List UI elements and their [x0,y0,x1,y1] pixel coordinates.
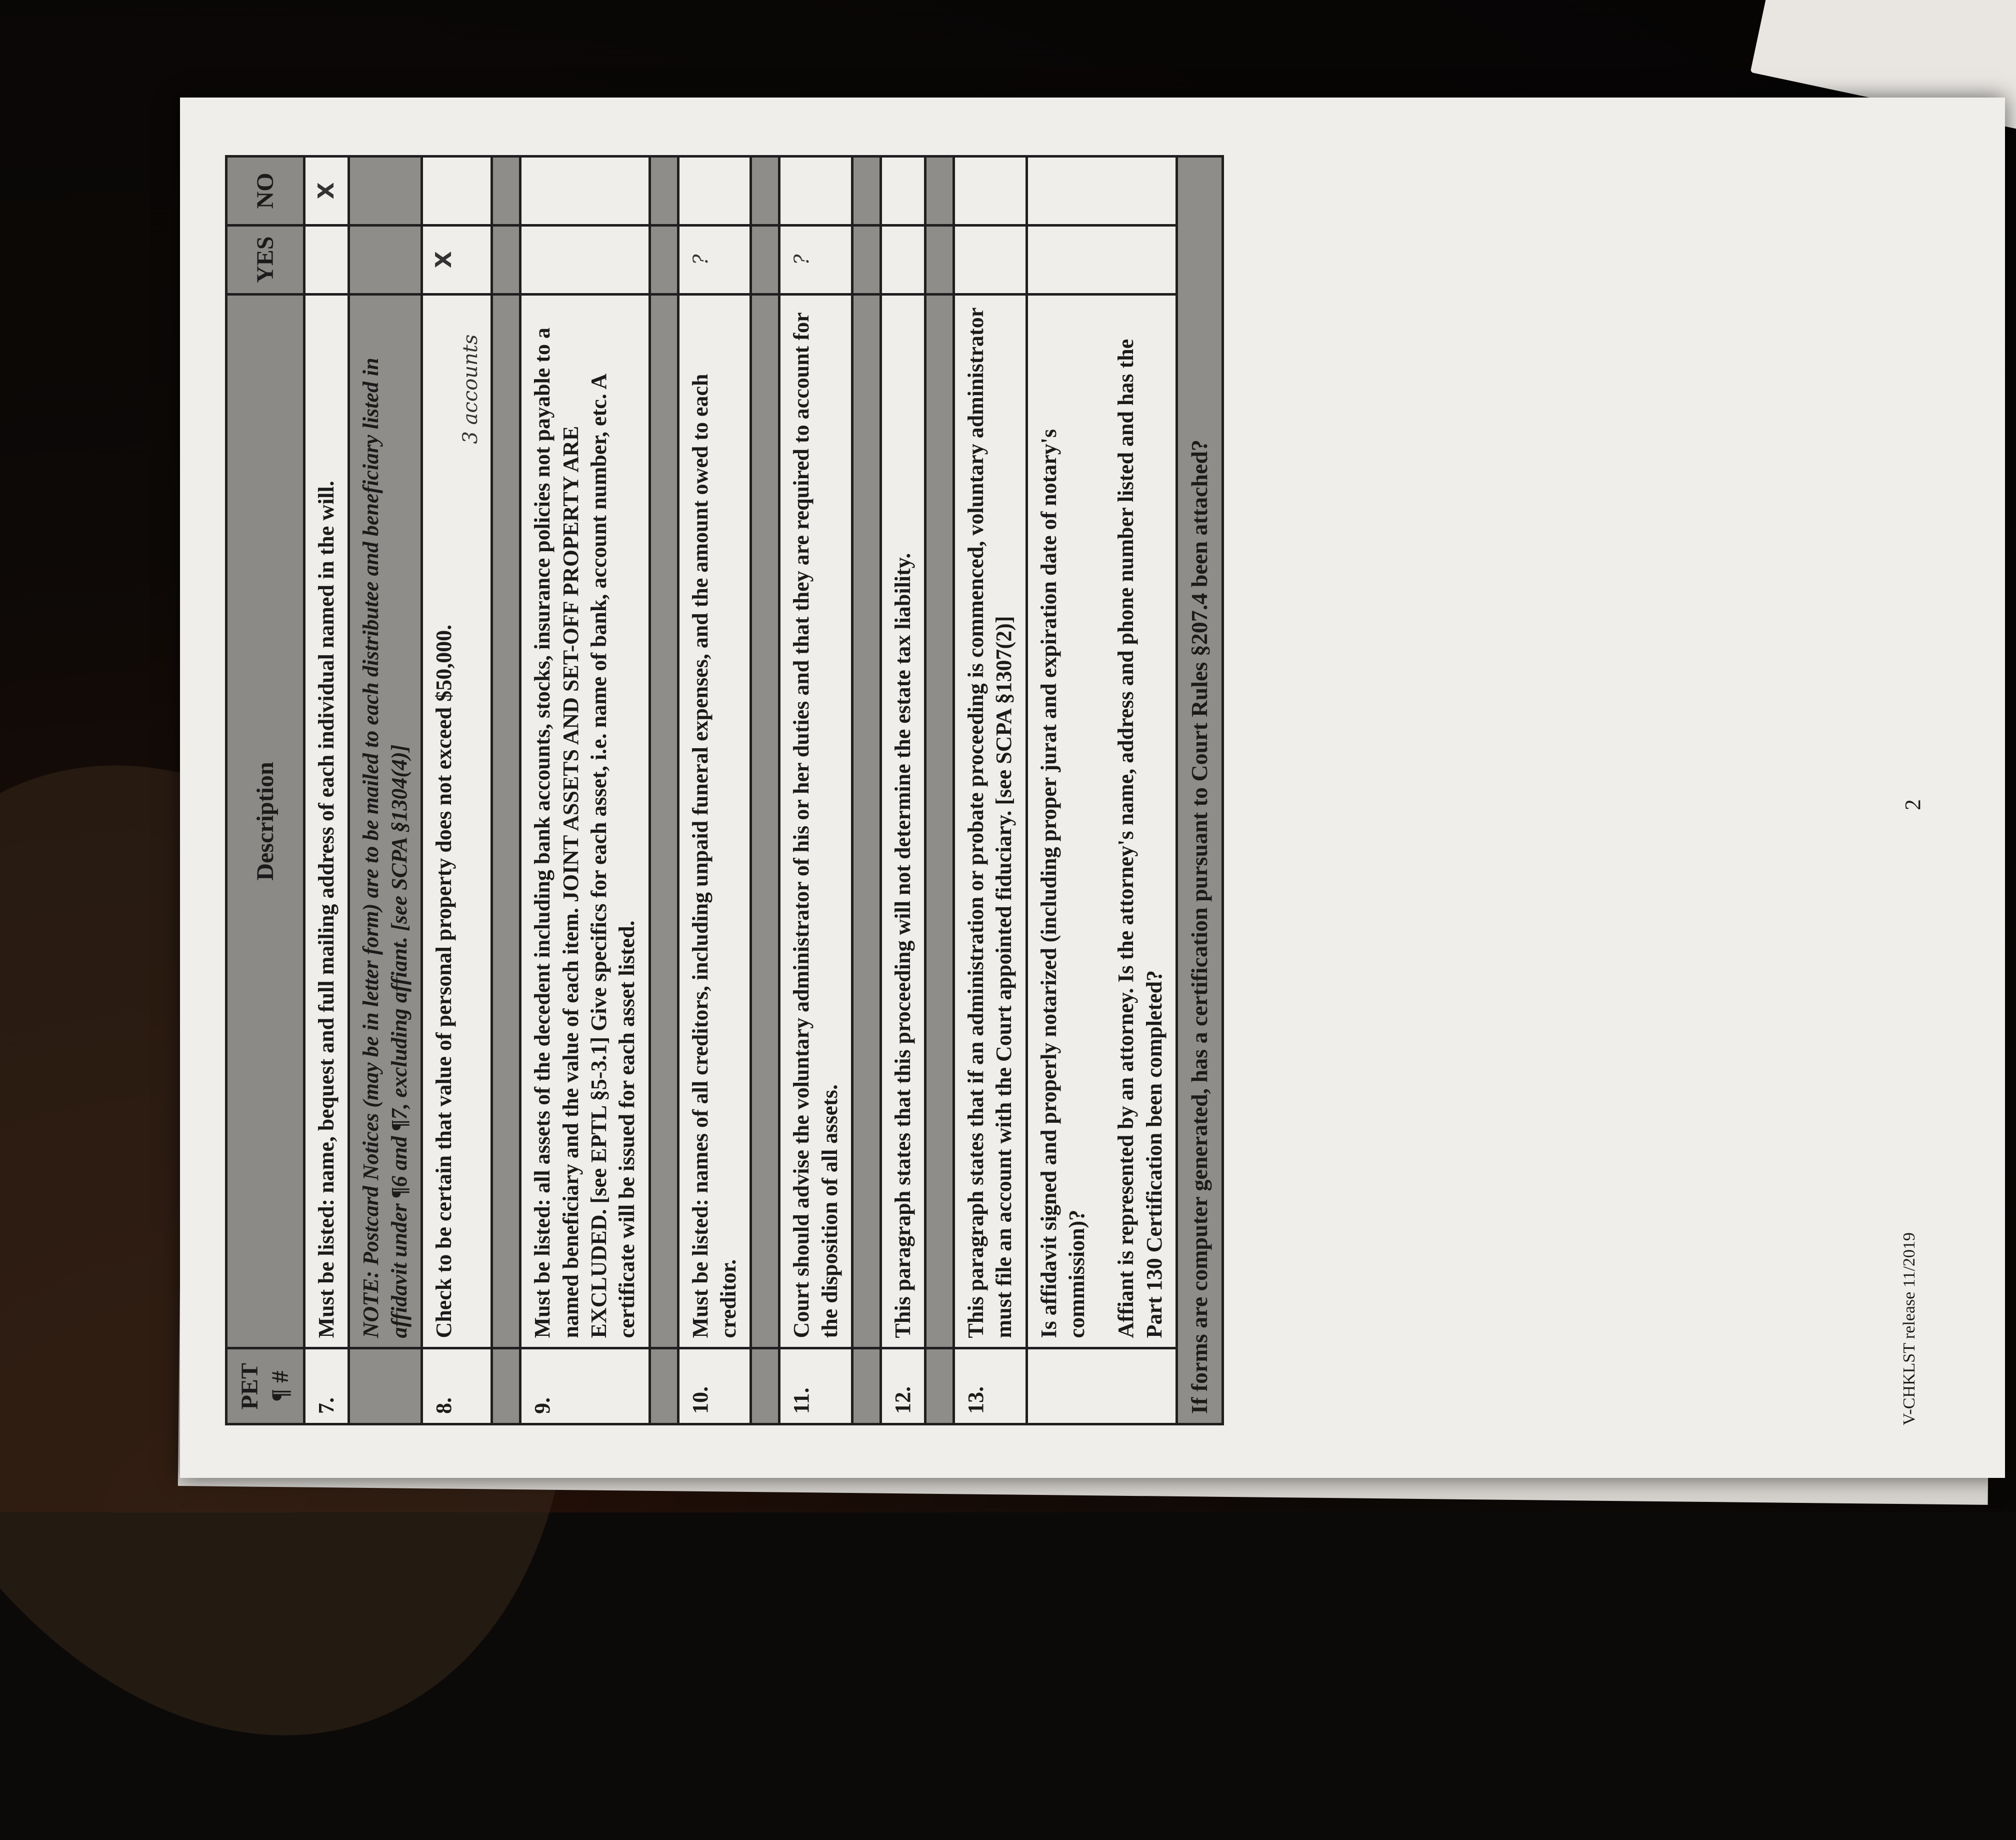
note-row [349,157,422,1424]
yes-checkbox[interactable] [678,225,751,294]
handwritten-annotation: 3 accounts [459,334,482,444]
no-checkbox[interactable] [520,157,650,226]
yes-checkbox[interactable] [304,225,348,294]
divider-row [650,157,678,1424]
no-checkbox[interactable] [780,157,852,226]
table-row-9 [520,157,650,1424]
row-description: Must be listed: all assets of the decedent including bank accounts, stocks, insurance policies not payable to a named beneficiary and the value of each item. JOINT ASSETS AND SET-OFF PROPERTY ARE EXCLUDED. [see EPTL §5-3.1] Give specifics for each asset, i.e. name of bank, account number, etc. A certificate will be issued for each asset listed. [520,294,650,1348]
note-number-cell [349,1348,422,1424]
divider-row [926,157,954,1424]
affidavit-question: Is affidavit signed and properly notarized (including proper jurat and expiration date of notary's commission)? [1036,429,1090,1338]
row-number: 13. [954,1348,1027,1424]
divider-row [852,157,880,1424]
row-description [1026,294,1176,1348]
row-number: 10. [678,1348,751,1424]
row-description: Court should advise the voluntary administrator of his or her duties and that they are required to account for the disposition of all assets. [780,294,852,1348]
pet-column-header: PET ¶ # [226,1348,304,1424]
row-number [1026,1348,1176,1424]
note-no-cell [349,157,422,226]
no-checkbox[interactable] [678,157,751,226]
attorney-question: Affiant is represented by an attorney. Is the attorney's name, address and phone number listed and has the Part 130 Certification been completed? [1114,339,1166,1338]
table-row-13 [954,157,1027,1424]
divider-row [751,157,780,1424]
row-description-text: Check to be certain that value of personal property does not exceed $50,000. [431,624,456,1338]
yes-checkbox[interactable] [1026,225,1176,294]
no-checkbox[interactable] [880,157,925,226]
row-description: Must be listed: names of all creditors, including unpaid funeral expenses, and the amount owed to each creditor. [678,294,751,1348]
checklist-table [225,155,1224,1425]
table-row-10 [678,157,751,1424]
row-number: 8. [422,1348,492,1424]
handwritten-question-mark: ? [689,254,712,265]
note-yes-cell [349,225,422,294]
table-row-11 [780,157,852,1424]
handwritten-question-mark: ? [790,254,814,265]
postcard-note: NOTE: Postcard Notices (may be in letter form) are to be mailed to each distributee and beneficiary listed in affidavit under ¶6 and ¶7, excluding affiant. [see SCPA §1304(4)] [349,294,422,1348]
row-description [422,294,492,1348]
yes-checkbox[interactable] [880,225,925,294]
row-description: Must be listed: name, bequest and full mailing address of each individual named in the will. [304,294,348,1348]
row-description: This paragraph states that this proceeding will not determine the estate tax liability. [880,294,925,1348]
checklist-sheet [180,98,2005,1478]
yes-checkbox[interactable] [780,225,852,294]
certification-question: If forms are computer generated, has a certification pursuant to Court Rules §207.4 been attached? [1177,157,1223,1424]
yes-checkbox[interactable] [520,225,650,294]
row-number: 12. [880,1348,925,1424]
checklist-page [180,120,1990,1460]
table-header-row [226,157,304,1424]
row-number: 7. [304,1348,348,1424]
no-checkbox[interactable]: X [304,157,348,226]
footer-row [1177,157,1223,1424]
row-description: This paragraph states that if an administration or probate proceeding is commenced, voluntary administrator must file an account with the Court appointed fiduciary. [see SCPA §1307(2)] [954,294,1027,1348]
divider-row [492,157,520,1424]
row-number: 9. [520,1348,650,1424]
release-label: V-CHKLST release 11/2019 [1900,1232,1918,1425]
row-number: 11. [780,1348,852,1424]
page-number: 2 [1900,799,1925,810]
table-row-8 [422,157,492,1424]
yes-checkbox[interactable] [954,225,1027,294]
no-checkbox[interactable] [422,157,492,226]
no-checkbox[interactable] [954,157,1027,226]
no-column-header: NO [226,157,304,226]
table-row-affidavit [1026,157,1176,1424]
table-row-7 [304,157,348,1424]
no-checkbox[interactable] [1026,157,1176,226]
table-row-12 [880,157,925,1424]
yes-checkbox[interactable]: X [422,225,492,294]
description-column-header: Description [226,294,304,1348]
yes-column-header: YES [226,225,304,294]
